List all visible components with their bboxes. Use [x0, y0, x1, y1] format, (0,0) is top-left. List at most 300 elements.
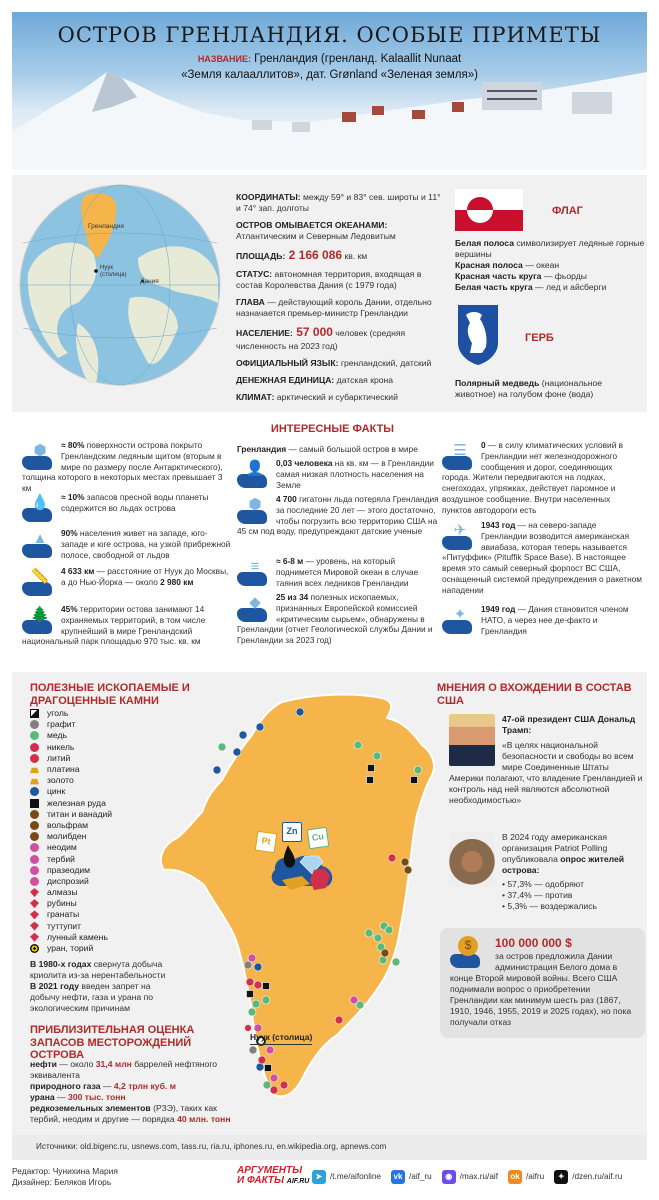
legend-gem-icon	[30, 888, 39, 897]
fact-text: — на северо-западе Гренландии возводится американская авиабаза, которая теперь называется «Питуффик» (Pituffik Space Base). В настоящее время это самый северный форпост ВС США, оснащенный системой предупреждения о ракетном нападении	[442, 520, 642, 595]
legend-label: золото	[47, 775, 74, 786]
reserve-resource: редкоземельных элементов	[30, 1103, 151, 1113]
info-key: КООРДИНАТЫ:	[236, 192, 301, 202]
map-marker-circle	[404, 866, 412, 874]
fact-item	[22, 566, 232, 596]
legend-label: титан и ванадий	[47, 808, 113, 819]
legend-circle-icon	[30, 877, 39, 886]
globe-label-greenland: Гренландия	[88, 223, 124, 230]
poll-value: 37,4%	[507, 890, 532, 900]
legend-item	[30, 898, 112, 909]
legend-radiation-icon	[30, 944, 39, 953]
legend-item	[30, 775, 112, 786]
legend-item	[30, 865, 112, 876]
designer-credit: Дизайнер: Беляков Игорь	[12, 1176, 112, 1187]
info-value: кв. км	[342, 251, 368, 261]
map-marker-circle	[270, 1086, 278, 1094]
fact-item	[237, 592, 442, 646]
reserve-value: 40 млн. тонн	[177, 1114, 231, 1124]
flag-line	[455, 238, 645, 260]
legend-label: уран, торий	[47, 943, 94, 954]
social-link[interactable]	[312, 1170, 381, 1184]
legend-item	[30, 809, 112, 820]
map-marker-circle	[392, 958, 400, 966]
info-item	[236, 375, 441, 386]
fact-text: — расстояние от Нуук до Москвы, а до Нью-Йорка — около	[61, 566, 229, 587]
legend-circle-icon	[30, 866, 39, 875]
fact-item	[237, 494, 442, 537]
flag-line	[455, 271, 645, 282]
opinions-title: МНЕНИЯ О ВХОЖДЕНИИ В СОСТАВ США	[437, 682, 632, 707]
offer-box	[440, 928, 645, 1038]
legend-label: никель	[47, 741, 75, 752]
legend-circle-icon	[30, 787, 39, 796]
general-info-section	[12, 175, 647, 412]
reserve-text: (РЗЭ), таких как тербий, неодим и другие — порядка	[30, 1103, 217, 1124]
legend-circle-icon	[30, 731, 39, 740]
reserve-text: —	[100, 1081, 114, 1091]
person-icon: 👤	[237, 458, 271, 488]
fact-highlight: 45%	[61, 604, 78, 614]
element-tile-pt: Pt	[255, 831, 278, 854]
credits	[12, 1166, 118, 1188]
legend-label: железная руда	[47, 797, 106, 808]
map-marker-circle	[414, 766, 422, 774]
map-marker-circle	[401, 858, 409, 866]
info-highlight: 57 000	[292, 325, 333, 340]
legend-circle-icon	[30, 832, 39, 841]
social-label: /aif_ru	[408, 1171, 432, 1181]
legend-item	[30, 932, 112, 943]
info-value: — действующий король Дании, отдельно назначается премьер-министр Гренландии	[236, 297, 432, 319]
poll-item	[502, 879, 645, 890]
header-banner	[12, 12, 647, 170]
poll-bold: опрос жителей острова:	[502, 854, 625, 875]
flag-line-text: символизирует ледяные горные вершины	[455, 238, 645, 259]
reserve-value: 300 тыс. тонн	[68, 1092, 126, 1102]
reserve-value: 31,4 млн	[95, 1059, 132, 1069]
reserve-text: — около	[56, 1059, 96, 1069]
flag-line-bold: Красная часть круга	[455, 271, 542, 281]
map-marker-circle	[385, 926, 393, 934]
coat-title: ГЕРБ	[525, 332, 554, 344]
offer-amount: 100 000 000 $	[495, 936, 572, 950]
legend-label: туттупит	[47, 920, 81, 931]
info-item	[236, 192, 441, 214]
legend-item	[30, 876, 112, 887]
flag-line-bold: Белая полоса	[455, 238, 514, 248]
map-marker-square	[367, 777, 374, 784]
poll-label: — воздержались	[527, 901, 597, 911]
intro-bold: Гренландия	[237, 444, 287, 454]
social-label: /dzen.ru/aif.ru	[572, 1171, 623, 1181]
coat-of-arms	[456, 303, 500, 365]
legend-circle-icon	[30, 743, 39, 752]
diamond-icon: ◆	[237, 592, 271, 622]
flag-line-text: — лед и айсберги	[532, 282, 607, 292]
map-marker-circle	[248, 1008, 256, 1016]
legend-gem-icon	[30, 899, 39, 908]
trump-quote: «В целях национальной безопасности и свободы во всем мире Соединенные Штаты Америки полагают, что владение Гренландией и контроль над ней являются абсолютной необходимостью»	[449, 740, 643, 805]
info-value: между 59° и 83° сев. широты и 11° и 74° зап. долготы	[236, 192, 441, 213]
fact-item	[442, 440, 642, 515]
legend-item	[30, 719, 112, 730]
social-label: /max.ru/aif	[459, 1171, 498, 1181]
info-item	[236, 325, 441, 351]
fact-text: населения живет на западе, юго-западе и юге острова, на узкой прибрежной полосе, свободной от льдов	[61, 528, 231, 560]
map-marker-circle	[254, 1024, 262, 1032]
info-item	[236, 297, 441, 319]
legend-label: платина	[47, 764, 80, 775]
coat-text: (национальное животное) на голубом фоне (вода)	[455, 378, 603, 399]
legend-label: алмазы	[47, 887, 78, 898]
info-highlight: 2 166 086	[285, 248, 343, 262]
map-marker-gem	[245, 1025, 252, 1032]
map-marker-circle	[252, 1000, 260, 1008]
legend-item	[30, 798, 112, 809]
bullet: •	[502, 890, 508, 900]
legend-item	[30, 764, 112, 775]
fact-item	[442, 520, 642, 595]
social-link[interactable]	[554, 1170, 622, 1184]
aif-logo[interactable]	[237, 1166, 309, 1185]
map-marker-square	[265, 1065, 272, 1072]
reserve-item	[30, 1103, 235, 1125]
nato-icon: ✦	[442, 604, 476, 634]
max-icon: ◉	[442, 1170, 456, 1184]
odnoklassniki-icon: ok	[508, 1170, 522, 1184]
logo-line-1: АРГУМЕНТЫ	[237, 1165, 303, 1176]
fact-highlight: 0,03 человека	[276, 458, 333, 468]
legend-label: вольфрам	[47, 819, 89, 830]
coat-description	[455, 378, 645, 400]
dzen-icon: ✦	[554, 1170, 568, 1184]
fact-text: на кв. км — в Гренландии самая низкая плотность населения на Земле	[276, 458, 434, 490]
fact-highlight: 4 700	[276, 494, 297, 504]
legend-circle-icon	[30, 810, 39, 819]
greenlander-photo	[449, 832, 495, 886]
reserve-resource: нефти	[30, 1059, 57, 1069]
legend-label: литий	[47, 752, 71, 763]
social-link[interactable]	[442, 1170, 498, 1184]
fact-text: поверхности острова покрыто Гренландским ледяным щитом (вторым в мире по размеру после Антарктического), толщина которого в некоторых местах превышает 3 км	[22, 440, 223, 494]
facts-intro	[237, 444, 418, 455]
map-marker-circle	[263, 1081, 271, 1089]
water-drop-icon: 💧	[22, 492, 56, 522]
fact-highlight: ≈ 6-8 м	[276, 556, 304, 566]
info-value: человек (средняя численность на 2023 год)	[236, 328, 406, 351]
map-marker-circle	[246, 978, 254, 986]
legend-label: графит	[47, 719, 76, 730]
legend-item	[30, 853, 112, 864]
map-marker-circle	[296, 708, 304, 716]
map-marker-circle	[365, 929, 373, 937]
flag-line-bold: Белая часть круга	[455, 282, 533, 292]
name-line-1: Гренландия (гренланд. Kalaallit Nunaat	[250, 53, 462, 65]
note-bold-2: В 2021 году	[30, 981, 80, 991]
minerals-section	[12, 672, 647, 1135]
map-marker-circle	[218, 743, 226, 751]
legend-label: молибден	[47, 831, 87, 842]
flag-line-bold: Красная полоса	[455, 260, 523, 270]
info-key: ДЕНЕЖНАЯ ЕДИНИЦА:	[236, 374, 335, 385]
legend-label: рубины	[47, 898, 77, 909]
map-marker-circle	[335, 1016, 343, 1024]
info-value: Атлантическим и Северным Ледовитым	[236, 231, 396, 241]
map-marker-circle	[373, 752, 381, 760]
legend-item	[30, 820, 112, 831]
info-value: гренландский, датский	[338, 357, 432, 368]
poll-results	[502, 879, 645, 912]
fact-item	[22, 528, 232, 560]
fact-highlight: 4 633 км	[61, 566, 95, 576]
railway-icon: ☰	[442, 440, 476, 470]
nuuk-dot	[94, 269, 98, 273]
legend-item	[30, 831, 112, 842]
legend-label: тербий	[47, 853, 75, 864]
social-link[interactable]	[391, 1170, 432, 1184]
social-label: /t.me/aifonline	[330, 1171, 381, 1181]
map-marker-square	[247, 991, 254, 998]
ruler-icon: 📏	[22, 566, 56, 596]
legend-item	[30, 786, 112, 797]
fact-text: полезных ископаемых, признанных Европейской комиссией «критическим сырьем», обнаружены в Гренландии (отчет Геологической службы Дании и Гренландии за 2023 год)	[237, 592, 433, 646]
offer-text: за остров предложила Дании администрация Белого дома в конце Второй мировой войны. Всего США поднимали вопрос о приобретении Гренландии как минимум шесть раз (1867, 1910, 1946, 1955, 2019 и 2025 годах), но пока получали отказ	[450, 951, 632, 1028]
info-key: КЛИМАТ:	[236, 391, 275, 402]
map-marker-circle	[354, 741, 362, 749]
nuuk-text: Нуук	[100, 265, 113, 271]
poll-block	[449, 832, 645, 912]
map-marker-circle	[270, 1074, 278, 1082]
reserve-value: 4,2 трлн куб. м	[113, 1081, 177, 1091]
legend-item	[30, 943, 112, 954]
fact-text: — Дания становится членом НАТО, а через нее де-факто и Гренландия	[481, 604, 629, 636]
map-marker-circle	[244, 961, 252, 969]
legend-item	[30, 887, 112, 898]
bullet: •	[502, 901, 508, 911]
coat-bold: Полярный медведь	[455, 378, 540, 388]
fact-highlight: 25 из 34	[276, 592, 309, 602]
reserve-unit: баррелей нефтяного эквивалента	[30, 1059, 218, 1080]
legend-label: гранаты	[47, 909, 80, 920]
legend-label: цинк	[47, 786, 66, 797]
fact-highlight: 90%	[61, 528, 78, 538]
map-marker-circle	[388, 854, 396, 862]
reserve-item	[30, 1092, 235, 1103]
element-tile-zn: Zn	[282, 822, 302, 842]
map-marker-circle	[233, 748, 241, 756]
intro-text: — самый большой остров в мире	[286, 444, 418, 454]
element-tile-cu: Cu	[307, 827, 330, 850]
note-text-2: введен запрет на добычу нефти, газа и урана по экологическим причинам	[30, 981, 154, 1013]
info-key: ГЛАВА	[236, 297, 265, 308]
reserve-item	[30, 1081, 235, 1092]
map-marker-circle	[249, 1046, 257, 1054]
vk-icon: vk	[391, 1170, 405, 1184]
page-title: ОСТРОВ ГРЕНЛАНДИЯ. ОСОБЫЕ ПРИМЕТЫ	[57, 23, 602, 47]
legend-label: празеодим	[47, 864, 91, 875]
map-marker-circle	[266, 1046, 274, 1054]
social-link[interactable]	[508, 1170, 544, 1184]
map-marker-square	[411, 777, 418, 784]
water-level-icon: ≡	[237, 556, 271, 586]
ice-cube-icon: ⬢	[22, 440, 56, 470]
map-marker-circle	[374, 934, 382, 942]
info-key: ОСТРОВ ОМЫВАЕТСЯ ОКЕАНАМИ:	[236, 220, 388, 230]
map-marker-circle	[381, 949, 389, 957]
legend-label: диспрозий	[47, 875, 89, 886]
fact-highlight: ≈ 10%	[61, 492, 85, 502]
poll-item	[502, 890, 645, 901]
poll-item	[502, 901, 645, 912]
facts-title: ИНТЕРЕСНЫЕ ФАКТЫ	[270, 423, 395, 435]
info-key: ОФИЦИАЛЬНЫЙ ЯЗЫК:	[236, 357, 339, 368]
mountains-icon: ▲	[22, 528, 56, 558]
info-item	[236, 220, 441, 242]
fact-item	[22, 604, 232, 647]
fact-text: — в силу климатических условий в Гренландии нет железнодорожного сообщения и дорог, соединяющих города. Жители передвигаются на лодках, снегоходах, упряжках, действует паромное и воздушное сообщение. Внутри населенных пунктов автодороги есть	[442, 440, 624, 515]
reserve-text: —	[54, 1092, 69, 1102]
legend-item	[30, 730, 112, 741]
name-label: НАЗВАНИЕ:	[197, 54, 251, 64]
legend-label: лунный камень	[47, 931, 108, 942]
legend-label: неодим	[47, 842, 77, 853]
legend-item	[30, 708, 112, 719]
poll-label: — одобряют	[531, 879, 584, 889]
trump-photo	[449, 714, 495, 766]
logo-line-2: И ФАКТЫ	[237, 1174, 284, 1186]
fact-item	[237, 556, 442, 588]
trump-opinion	[449, 714, 645, 806]
trump-heading: 47-ой президент США Дональд Трамп:	[502, 714, 636, 735]
fact-text: запасов пресной воды планеты содержится во льдах острова	[61, 492, 209, 513]
capital-text: (столица)	[100, 271, 127, 278]
legend-circle-icon	[30, 754, 39, 763]
fact-text: территории остова занимают 14 охраняемых территорий, в том числе крупнейший в мире Гренландский национальный парк площадью 970 тыс. кв. км	[22, 604, 206, 647]
sources: Источники: old.bigenc.ru, usnews.com, tass.ru, ria.ru, iphones.ru, en.wikipedia.org, apnews.com	[12, 1135, 647, 1160]
country-facts-list	[236, 192, 441, 409]
info-key: НАСЕЛЕНИЕ:	[236, 328, 293, 339]
map-marker-circle	[280, 1081, 288, 1089]
note-bold-1: В 1980-х годах	[30, 959, 92, 969]
legend-item	[30, 909, 112, 920]
legend-label: уголь	[47, 708, 69, 719]
legend-item	[30, 742, 112, 753]
map-marker-circle	[256, 723, 264, 731]
map-marker-square	[368, 765, 375, 772]
info-item	[236, 248, 441, 263]
poll-text: В 2024 году американская организация Patriot Polling опубликовала	[502, 832, 608, 864]
info-value: автономная территория, входящая в состав Королевства Дания (с 1979 года)	[236, 269, 422, 291]
greenland-flag	[455, 189, 523, 231]
legend-gem-icon	[30, 922, 39, 931]
info-item	[236, 358, 441, 369]
flag-title: ФЛАГ	[552, 205, 583, 217]
fact-item	[22, 492, 232, 522]
telegram-icon: ➤	[312, 1170, 326, 1184]
flag-line-text: — фьорды	[541, 271, 587, 281]
map-marker-circle	[239, 731, 247, 739]
flag-line	[455, 282, 645, 293]
map-marker-circle	[262, 996, 270, 1004]
fact-highlight: 0	[481, 440, 486, 450]
info-item	[236, 392, 441, 403]
melting-ice-icon: ⬢	[237, 494, 271, 524]
reserve-resource: урана	[30, 1092, 55, 1102]
map-marker-circle	[356, 1001, 364, 1009]
legend-square-icon	[30, 799, 39, 808]
name-description	[12, 52, 647, 83]
legend-bar-icon	[30, 776, 39, 785]
social-links	[302, 1170, 622, 1184]
info-item	[236, 269, 441, 291]
info-value: арктический и субарктический	[274, 391, 398, 402]
poll-label: — против	[531, 890, 573, 900]
fact-item	[442, 604, 642, 636]
bullet: •	[502, 879, 508, 889]
map-marker-square	[263, 983, 270, 990]
logo-line-3: AIF.RU	[286, 1177, 310, 1185]
poll-value: 57,3%	[507, 879, 532, 889]
map-marker-circle	[213, 766, 221, 774]
map-marker-circle	[254, 981, 262, 989]
coin-icon: $	[450, 936, 490, 968]
note-text-1: свернута добыча криолита из-за нерентабельности	[30, 959, 166, 980]
info-key: СТАТУС:	[236, 269, 273, 280]
legend-item	[30, 842, 112, 853]
map-marker-circle	[254, 963, 262, 971]
fact-text: — уровень, на который поднимется Мировой океан в случае таяния всех ледников Гренландии	[276, 556, 419, 588]
map-label-nuuk: Нуук (столица)	[250, 1032, 312, 1045]
flag-line-text: — океан	[522, 260, 560, 270]
globe-label-denmark: Дания	[140, 278, 159, 285]
legend-coal-icon	[30, 709, 39, 718]
fact-text: гигатонн льда потеряла Гренландия за последние 20 лет — этого достаточно, чтобы погрузить всю территорию США на 45 см под воду, предупреждают датские ученые	[237, 494, 439, 537]
info-key: ПЛОЩАДЬ:	[236, 251, 286, 261]
fact-highlight: 1943 год	[481, 520, 516, 530]
jet-icon: ✈	[442, 520, 476, 550]
map-marker-circle	[248, 954, 256, 962]
globe-label-nuuk	[100, 265, 127, 278]
reserves-title: ПРИБЛИЗИТЕЛЬНАЯ ОЦЕНКА ЗАПАСОВ МЕСТОРОЖДЕНИЙ ОСТРОВА	[30, 1024, 195, 1062]
fact-highlight-2: 2 980 км	[160, 576, 194, 587]
minerals-title: ПОЛЕЗНЫЕ ИСКОПАЕМЫЕ И ДРАГОЦЕННЫЕ КАМНИ	[30, 682, 190, 707]
legend-circle-icon	[30, 720, 39, 729]
fact-highlight: 1949 год	[481, 604, 516, 614]
tree-icon: 🌲	[22, 604, 56, 634]
fact-item	[237, 458, 437, 490]
reserve-resource: природного газа	[30, 1081, 101, 1091]
poll-value: 5,3%	[507, 901, 527, 911]
legend-label: медь	[47, 730, 67, 741]
name-line-2: «Земля калааллитов», дат. Grønland «Зеленая земля»)	[181, 68, 478, 81]
flag-description	[455, 238, 645, 293]
footer	[12, 1164, 647, 1196]
fact-highlight: ≈ 80%	[61, 440, 85, 450]
editor-credit: Редактор: Чунихина Мария	[12, 1166, 118, 1176]
social-label: /aifru	[525, 1171, 545, 1181]
legend-item	[30, 921, 112, 932]
legend-gem-icon	[30, 910, 39, 919]
legend-circle-icon	[30, 855, 39, 864]
legend-circle-icon	[30, 821, 39, 830]
info-value: датская крона	[334, 374, 394, 385]
legend-gem-icon	[30, 933, 39, 942]
flag-line	[455, 260, 645, 271]
minerals-legend	[30, 708, 112, 954]
legend-circle-icon	[30, 843, 39, 852]
legend-item	[30, 753, 112, 764]
